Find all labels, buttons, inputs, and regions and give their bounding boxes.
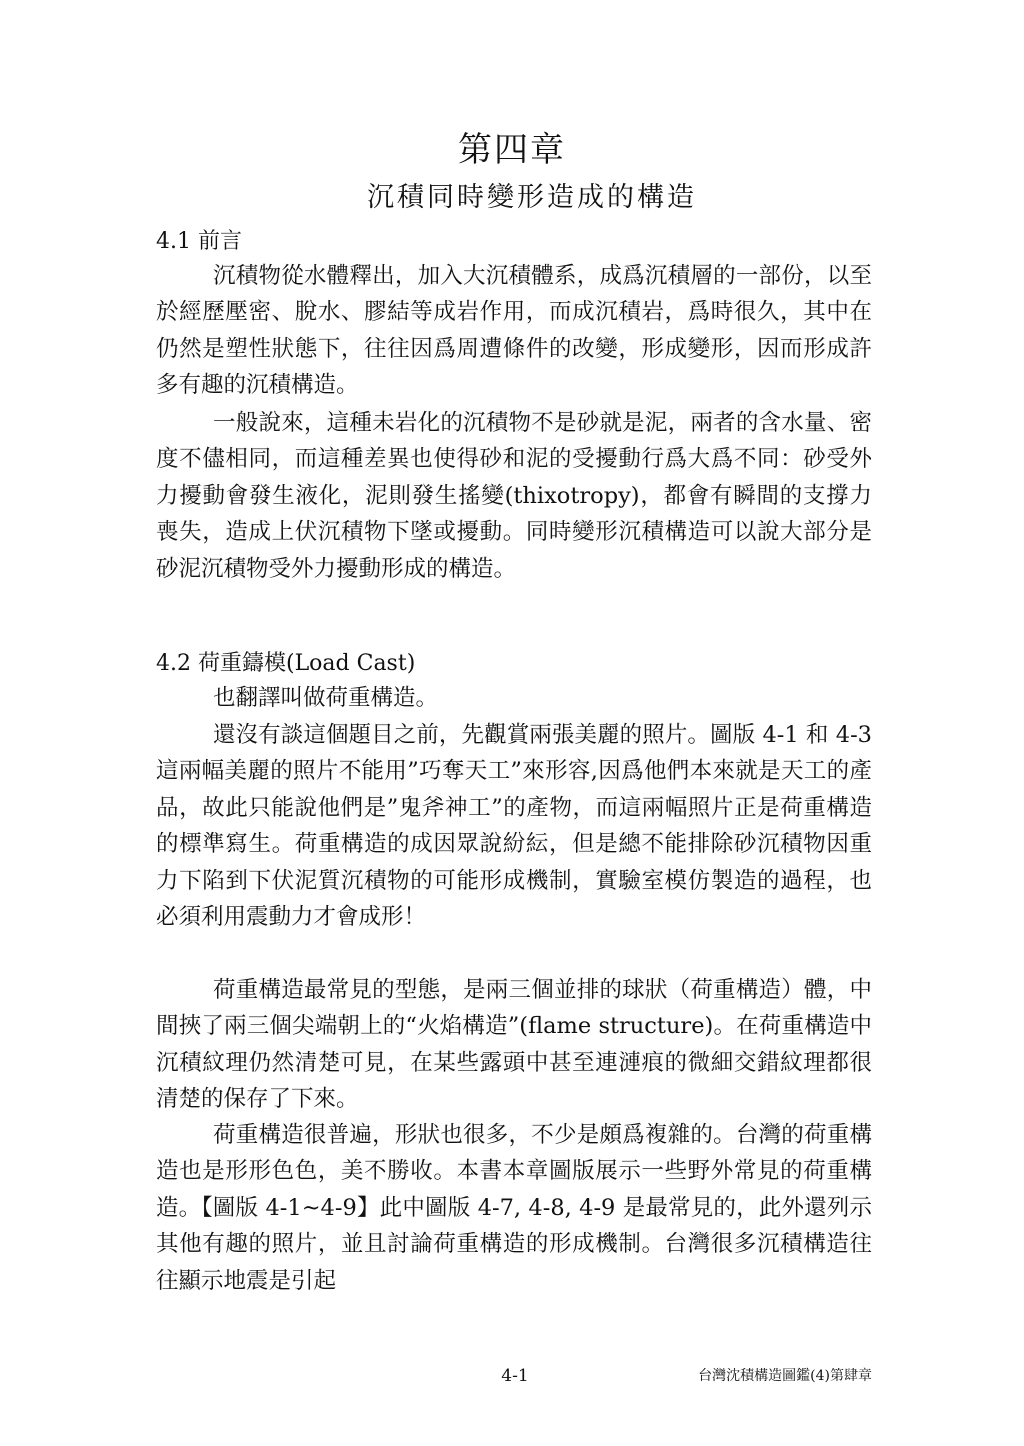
paragraph: 還沒有談這個題目之前，先觀賞兩張美麗的照片。圖版 4-1 和 4-3 這兩幅美麗的照片不能用”巧奪天工”來形容,因爲他們本來就是天工的產品，故此只能說他們是”鬼斧神工”的產物，而這兩幅照片正是荷重構造的標準寫生。荷重構造的成因眾說紛紜，但是總不能排除砂沉積物因重力下陷到下伏泥質沉積物的可能形成機制，實驗室模仿製造的過程，也必須利用震動力才會成形！ xyxy=(156,722,872,931)
paragraph: 荷重構造最常見的型態，是兩三個並排的球狀（荷重構造）體，中間挾了兩三個尖端朝上的“火焰構造”(flame structure)。在荷重構造中沉積紋理仍然清楚可見，在某些露頭中甚至連漣痕的微細交錯紋理都很清楚的保存了下來。 xyxy=(156,977,872,1113)
paragraph: 一般說來，這種未岩化的沉積物不是砂就是泥，兩者的含水量、密度不儘相同，而這種差異也使得砂和泥的受擾動行爲大爲不同：砂受外力擾動會發生液化，泥則發生搖變(thixotropy)，都會有瞬間的支撐力喪失，造成上伏沉積物下墜或擾動。同時變形沉積構造可以說大部分是砂泥沉積物受外力擾動形成的構造。 xyxy=(156,410,872,582)
page-number: 4-1 xyxy=(501,1366,529,1386)
chapter-title: 第四章 xyxy=(458,130,566,170)
paragraph: 也翻譯叫做荷重構造。 xyxy=(213,685,439,711)
chapter-subtitle: 沉積同時變形造成的構造 xyxy=(367,182,697,213)
paragraph: 沉積物從水體釋出，加入大沉積體系，成爲沉積層的一部份，以至於經歷壓密、脫水、膠結等成岩作用，而成沉積岩，爲時很久，其中在仍然是塑性狀態下，往往因爲周遭條件的改變，形成變形，因而形成許多有趣的沉積構造。 xyxy=(156,263,872,399)
section-heading-4-1: 4.1 前言 xyxy=(156,229,242,254)
running-footer-title: 台灣沈積構造圖鑑(4)第肆章 xyxy=(698,1368,872,1384)
section-heading-4-2: 4.2 荷重鑄模(Load Cast) xyxy=(156,651,416,676)
paragraph: 荷重構造很普遍，形狀也很多，不少是頗爲複雜的。台灣的荷重構造也是形形色色，美不勝收。本書本章圖版展示一些野外常見的荷重構造。【圖版 4-1~4-9】此中圖版 4-7, 4-8, 4-9 是最常見的，此外還列示其他有趣的照片，並且討論荷重構造的形成機制。台灣很多沉積構造往往顯示地震是引起 xyxy=(156,1122,872,1294)
